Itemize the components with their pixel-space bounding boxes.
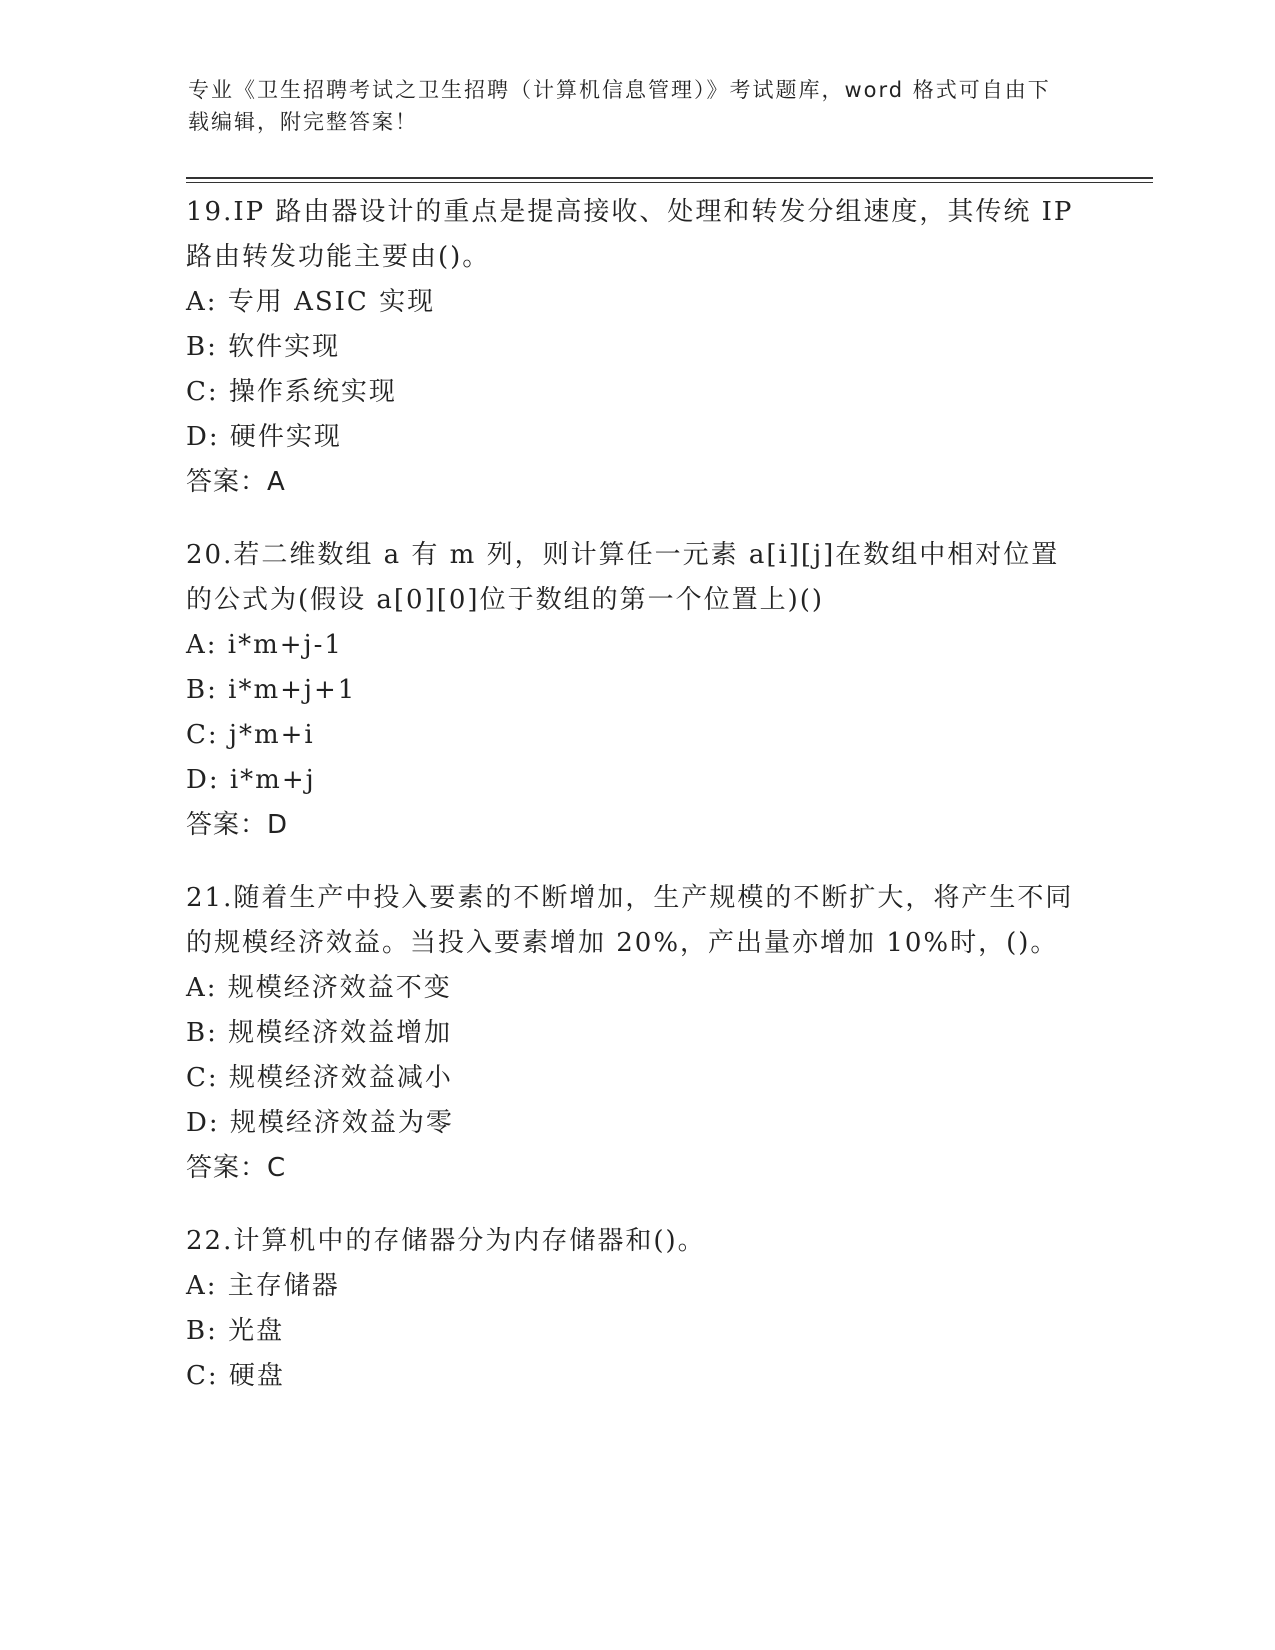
- answer-line: 答案：D: [186, 810, 289, 840]
- option-a: A: i*m+j-1: [186, 630, 343, 660]
- option-c: C: 操作系统实现: [186, 377, 397, 407]
- question-19: [186, 190, 1086, 505]
- question-list: [186, 190, 1086, 1427]
- option-a: A: 专用 ASIC 实现: [186, 287, 436, 317]
- question-stem: 19.IP 路由器设计的重点是提高接收、处理和转发分组速度，其传统 IP 路由转发功能主要由()。: [186, 197, 1074, 272]
- option-a: A: 规模经济效益不变: [186, 973, 452, 1003]
- answer-line: 答案：C: [186, 1153, 287, 1183]
- option-b: B: i*m+j+1: [186, 675, 357, 705]
- option-c: C: 硬盘: [186, 1361, 285, 1391]
- question-20: [186, 533, 1086, 848]
- option-d: D: i*m+j: [186, 765, 316, 795]
- option-b: B: 软件实现: [186, 332, 341, 362]
- option-a: A: 主存储器: [186, 1271, 340, 1301]
- question-22: [186, 1219, 1086, 1399]
- option-c: C: j*m+i: [186, 720, 315, 750]
- header-rule-thin: [186, 182, 1153, 183]
- question-stem: 21.随着生产中投入要素的不断增加，生产规模的不断扩大，将产生不同的规模经济效益。当投入要素增加 20%，产出量亦增加 10%时，()。: [186, 883, 1074, 958]
- option-c: C: 规模经济效益减小: [186, 1063, 453, 1093]
- answer-line: 答案：A: [186, 467, 286, 497]
- question-stem: 22.计算机中的存储器分为内存储器和()。: [186, 1226, 706, 1256]
- question-stem: 20.若二维数组 a 有 m 列，则计算任一元素 a[i][j]在数组中相对位置的公式为(假设 a[0][0]位于数组的第一个位置上)(): [186, 540, 1060, 615]
- question-21: [186, 876, 1086, 1191]
- document-header: 专业《卫生招聘考试之卫生招聘（计算机信息管理）》考试题库，word 格式可自由下载编辑，附完整答案！: [188, 78, 1051, 134]
- option-b: B: 规模经济效益增加: [186, 1018, 453, 1048]
- option-d: D: 硬件实现: [186, 422, 342, 452]
- option-b: B: 光盘: [186, 1316, 285, 1346]
- header-rule: [186, 177, 1153, 179]
- option-d: D: 规模经济效益为零: [186, 1108, 454, 1138]
